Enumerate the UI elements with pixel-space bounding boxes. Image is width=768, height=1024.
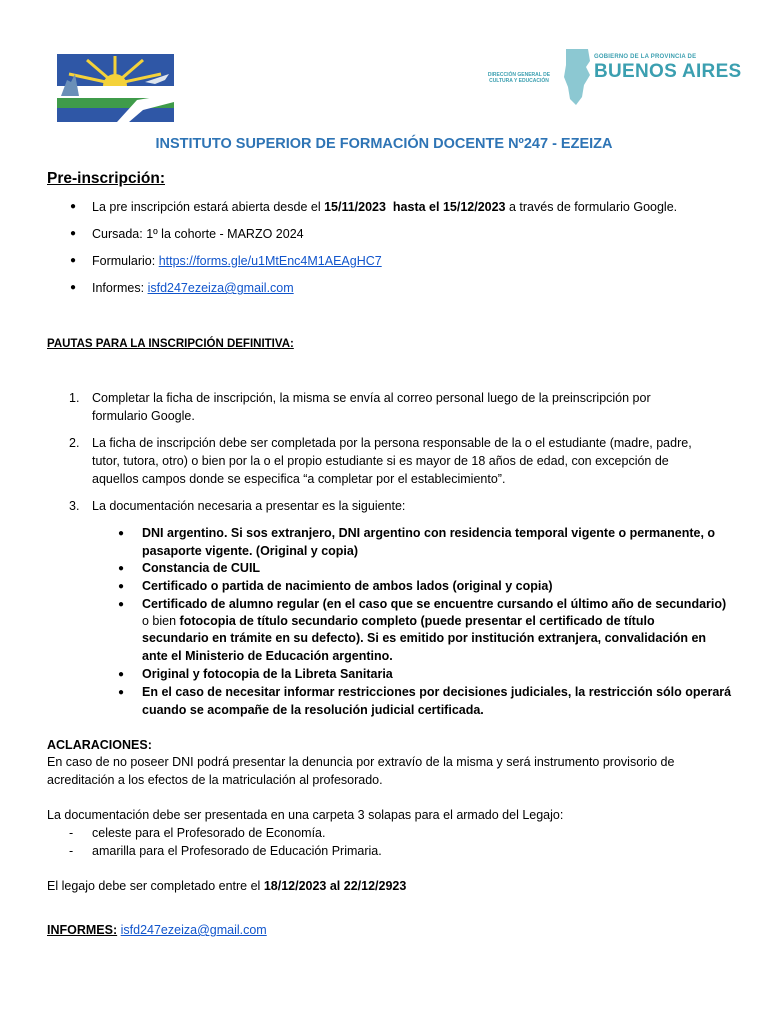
pauta-item-2-line-3: aquellos campos donde se especifica “a completar por el establecimiento”. — [92, 472, 506, 486]
bullet: ● — [118, 528, 125, 539]
bullet: ● — [70, 228, 77, 239]
pre-item-form: Formulario: https://forms.gle/u1MtEnc4M1AEAgHC7 — [92, 254, 382, 268]
footer-email-link[interactable]: isfd247ezeiza@gmail.com — [120, 923, 267, 937]
list-number: 2. — [69, 436, 80, 450]
doc-birth-certificate: Certificado o partida de nacimiento de ambos lados (original y copia) — [142, 579, 553, 593]
doc-judicial-line-2: cuando se acompañe de la resolución judicial certificada. — [142, 703, 484, 717]
gov-top-text: GOBIERNO DE LA PROVINCIA DE — [594, 54, 697, 60]
government-logo — [484, 47, 742, 107]
list-number: 3. — [69, 499, 80, 513]
institute-logo — [57, 54, 174, 122]
aclaraciones-heading: ACLARACIONES: — [47, 738, 152, 752]
list-number: 1. — [69, 391, 80, 405]
bullet: ● — [70, 255, 77, 266]
aclaraciones-line-2: acreditación a los efectos de la matriculación al profesorado. — [47, 773, 383, 787]
folder-instructions: La documentación debe ser presentada en una carpeta 3 solapas para el armado del Legajo: — [47, 808, 564, 822]
pauta-item-1-line-2: formulario Google. — [92, 409, 195, 423]
bullet: ● — [118, 563, 125, 574]
pre-item-informes: Informes: isfd247ezeiza@gmail.com — [92, 281, 294, 295]
gov-department-text: DIRECCIÓN GENERAL DE CULTURA Y EDUCACIÓN — [487, 72, 551, 84]
page-title: INSTITUTO SUPERIOR DE FORMACIÓN DOCENTE Nº247 - EZEIZA — [155, 136, 613, 152]
doc-regular-student-line-1: Certificado de alumno regular (en el caso que se encuentre cursando el último año de secundario) — [142, 597, 727, 611]
dash: - — [69, 844, 74, 858]
bullet: ● — [118, 687, 125, 698]
bullet: ● — [118, 599, 125, 610]
doc-judicial-line-1: En el caso de necesitar informar restricciones por decisiones judiciales, la restricción sólo operará — [142, 685, 732, 699]
province-map-icon — [562, 47, 592, 107]
doc-regular-student-line-3: secundario en trámite en su defecto). Si es emitido por institución extranjera, convalidación en — [142, 631, 707, 645]
bullet: ● — [70, 201, 77, 212]
pauta-item-3: La documentación necesaria a presentar es la siguiente: — [92, 499, 406, 513]
form-link[interactable]: https://forms.gle/u1MtEnc4M1AEAgHC7 — [158, 254, 382, 268]
pre-inscription-heading: Pre-inscripción: — [47, 170, 165, 187]
pauta-item-2-line-2: tutor, tutora, otro) o bien por la o el propio estudiante si es mayor de 18 años de edad, con excepción de — [92, 454, 669, 468]
bullet: ● — [70, 282, 77, 293]
pauta-item-1-line-1: Completar la ficha de inscripción, la misma se envía al correo personal luego de la preinscripción por — [92, 391, 651, 405]
doc-dni-line-1: DNI argentino. Si sos extranjero, DNI argentino con residencia temporal vigente o permanente, o — [142, 526, 716, 540]
gov-province-name: BUENOS AIRES — [594, 61, 742, 82]
doc-regular-student-line-2: o bien fotocopia de título secundario completo (puede presentar el certificado de título — [142, 614, 655, 628]
email-link[interactable]: isfd247ezeiza@gmail.com — [147, 281, 294, 295]
aclaraciones-line-1: En caso de no poseer DNI podrá presentar la denuncia por extravío de la misma y será instrumento provisorio de — [47, 755, 675, 769]
folder-celeste: celeste para el Profesorado de Economía. — [92, 826, 326, 840]
doc-cuil: Constancia de CUIL — [142, 561, 261, 575]
pauta-item-2-line-1: La ficha de inscripción debe ser completada por la persona responsable de la o el estudiante (madre, padre, — [92, 436, 692, 450]
footer-informes: INFORMES: isfd247ezeiza@gmail.com — [47, 923, 267, 937]
dash: - — [69, 826, 74, 840]
doc-dni-line-2: pasaporte vigente. (Original y copia) — [142, 544, 359, 558]
pre-item-cursada: Cursada: 1º la cohorte - MARZO 2024 — [92, 227, 304, 241]
bullet: ● — [118, 669, 125, 680]
bullet: ● — [118, 581, 125, 592]
legajo-dates: El legajo debe ser completado entre el 18/12/2023 al 22/12/2923 — [47, 879, 407, 893]
pre-item-dates: La pre inscripción estará abierta desde el 15/11/2023 hasta el 15/12/2023 a través de formulario Google. — [92, 200, 678, 214]
doc-regular-student-line-4: ante el Ministerio de Educación argentino. — [142, 649, 393, 663]
pautas-heading: PAUTAS PARA LA INSCRIPCIÓN DEFINITIVA: — [47, 338, 294, 350]
doc-health-booklet: Original y fotocopia de la Libreta Sanitaria — [142, 667, 393, 681]
folder-amarilla: amarilla para el Profesorado de Educación Primaria. — [92, 844, 382, 858]
